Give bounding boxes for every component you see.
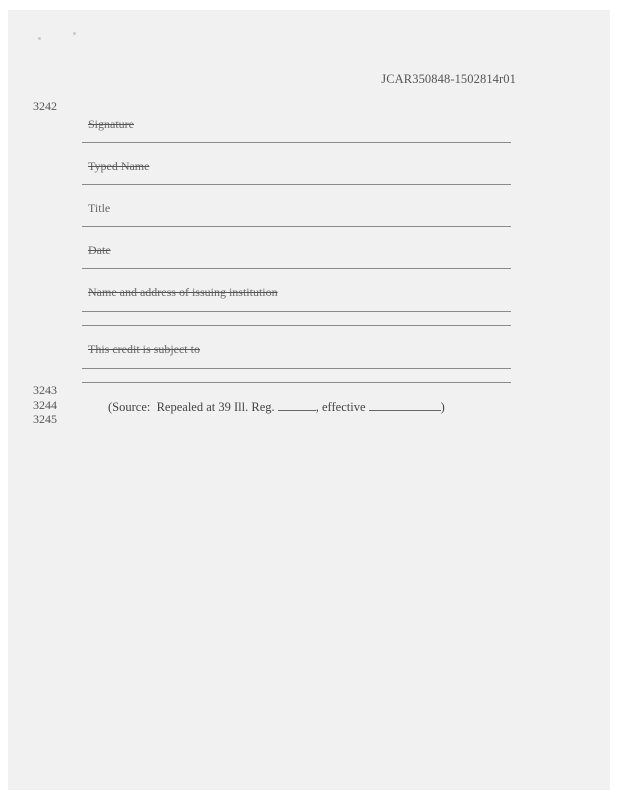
- credit-subject-line-2: [82, 382, 511, 383]
- title-line: [82, 226, 511, 227]
- typed-name-label: Typed Name: [88, 159, 150, 173]
- source-suffix: ): [440, 400, 445, 414]
- source-middle: , effective: [315, 400, 369, 414]
- line-number: 3242: [33, 99, 57, 113]
- scan-speck: [38, 37, 41, 40]
- issuing-institution-line: [82, 311, 511, 312]
- line-number: 3245: [33, 412, 57, 426]
- date-label: Date: [88, 243, 111, 257]
- issuing-institution-line-2: [82, 325, 511, 326]
- source-prefix: (Source: Repealed at 39 Ill. Reg.: [108, 400, 278, 414]
- typed-name-line: [82, 184, 511, 185]
- signature-line: [82, 142, 511, 143]
- credit-subject-line: [82, 368, 511, 369]
- title-label: Title: [88, 201, 111, 215]
- credit-subject-label: This credit is subject to: [88, 342, 200, 356]
- effective-date-blank: [369, 399, 441, 411]
- signature-label: Signature: [88, 117, 134, 131]
- source-note: [108, 399, 445, 415]
- issuing-institution-label: Name and address of issuing institution: [88, 285, 278, 299]
- line-number: 3244: [33, 398, 57, 412]
- date-line: [82, 268, 511, 269]
- document-id: JCAR350848-1502814r01: [381, 72, 516, 86]
- line-number: 3243: [33, 383, 57, 397]
- register-page-blank: [278, 399, 316, 411]
- scan-speck: [73, 32, 76, 35]
